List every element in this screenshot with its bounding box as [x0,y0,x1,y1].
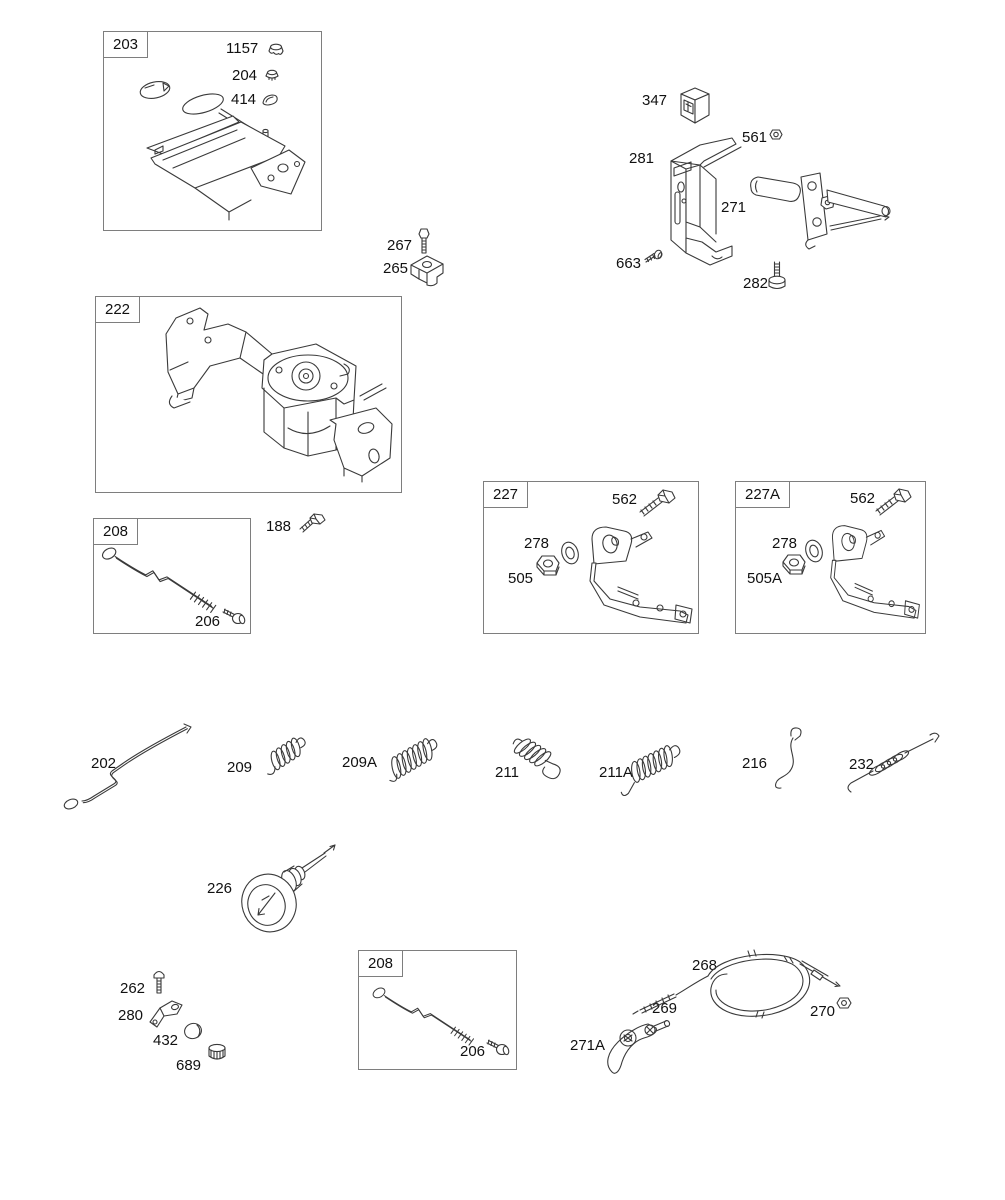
spring-drawing-209a [374,727,447,790]
callout-206-lower: 206 [460,1043,486,1060]
callout-278-227a: 278 [772,535,798,552]
throttle-lever-assembly-drawing-271 [746,164,896,260]
callout-206-upper: 206 [195,613,221,630]
callout-1157: 1157 [226,40,259,57]
washer-icon-278-227 [558,539,582,567]
bracket-lever-drawing-227a [822,516,922,622]
spring-drawing-232 [845,730,945,796]
bolt-icon-188 [296,511,326,537]
callout-211: 211 [495,764,519,781]
callout-561: 561 [742,129,768,146]
governor-link-rod-drawing-upper [99,542,231,624]
nut-icon-505-227 [536,554,560,579]
callout-269: 269 [652,1000,678,1017]
callout-281: 281 [629,150,655,167]
knurled-nut-icon-689 [206,1042,228,1064]
control-bracket-drawing-281 [658,134,750,274]
callout-689: 689 [176,1057,202,1074]
spring-drawing-211a [606,729,697,798]
callout-268: 268 [692,957,718,974]
callout-270: 270 [810,1003,836,1020]
choke-knob-drawing-226 [236,840,340,934]
screw-icon-206-lower [485,1035,511,1059]
spring-drawing-209 [252,726,316,784]
callout-432: 432 [153,1032,179,1049]
callout-271a: 271A [570,1037,606,1054]
callout-562-227a: 562 [850,490,876,507]
callout-347: 347 [642,92,668,109]
callout-188: 188 [266,518,292,535]
callout-209: 209 [227,759,253,776]
callout-262: 262 [120,980,146,997]
callout-663: 663 [616,255,642,272]
callout-265: 265 [383,260,409,277]
group-label-208-lower: 208 [358,950,403,977]
callout-505a-227a: 505A [747,570,783,587]
bracket-lever-drawing-227 [580,517,695,627]
clip-nut-icon-265 [407,252,447,286]
group-label-222: 222 [95,296,140,323]
nut-icon-561 [769,128,783,141]
solenoid-bracket-assembly-drawing-222 [148,300,396,488]
callout-282: 282 [743,275,769,292]
screw-icon-206-upper [221,604,247,628]
governor-rod-drawing-202 [56,718,196,812]
screw-icon-282 [768,260,786,292]
clamp-icon-280 [146,996,188,1030]
group-label-208-upper: 208 [93,518,138,545]
flange-nut-icon [266,42,286,58]
callout-209a: 209A [342,754,378,771]
governor-link-rod-drawing-lower [366,983,491,1055]
control-bracket-assembly-drawing [133,72,318,227]
callout-505-227: 505 [508,570,534,587]
callout-211a: 211A [599,764,633,781]
group-label-203: 203 [103,31,148,58]
choke-lever-drawing-271a [598,1014,680,1080]
callout-216: 216 [742,755,768,772]
callout-202: 202 [91,755,117,772]
bushing-icon-432 [183,1022,205,1042]
callout-271: 271 [721,199,747,216]
group-label-227: 227 [483,481,528,508]
wire-link-drawing-216 [766,724,804,790]
group-label-227a: 227A [735,481,790,508]
callout-278-227: 278 [524,535,550,552]
callout-226: 226 [207,880,233,897]
callout-562-227: 562 [612,491,638,508]
callout-232: 232 [849,756,875,773]
stop-switch-drawing-347 [674,85,714,127]
nut-icon-505a [782,553,806,578]
callout-267: 267 [387,237,413,254]
callout-414: 414 [231,91,257,108]
callout-204: 204 [232,67,258,84]
callout-280: 280 [118,1007,144,1024]
screw-icon-262 [151,968,167,996]
nut-icon-270 [836,996,852,1010]
screw-icon-663 [642,248,664,266]
